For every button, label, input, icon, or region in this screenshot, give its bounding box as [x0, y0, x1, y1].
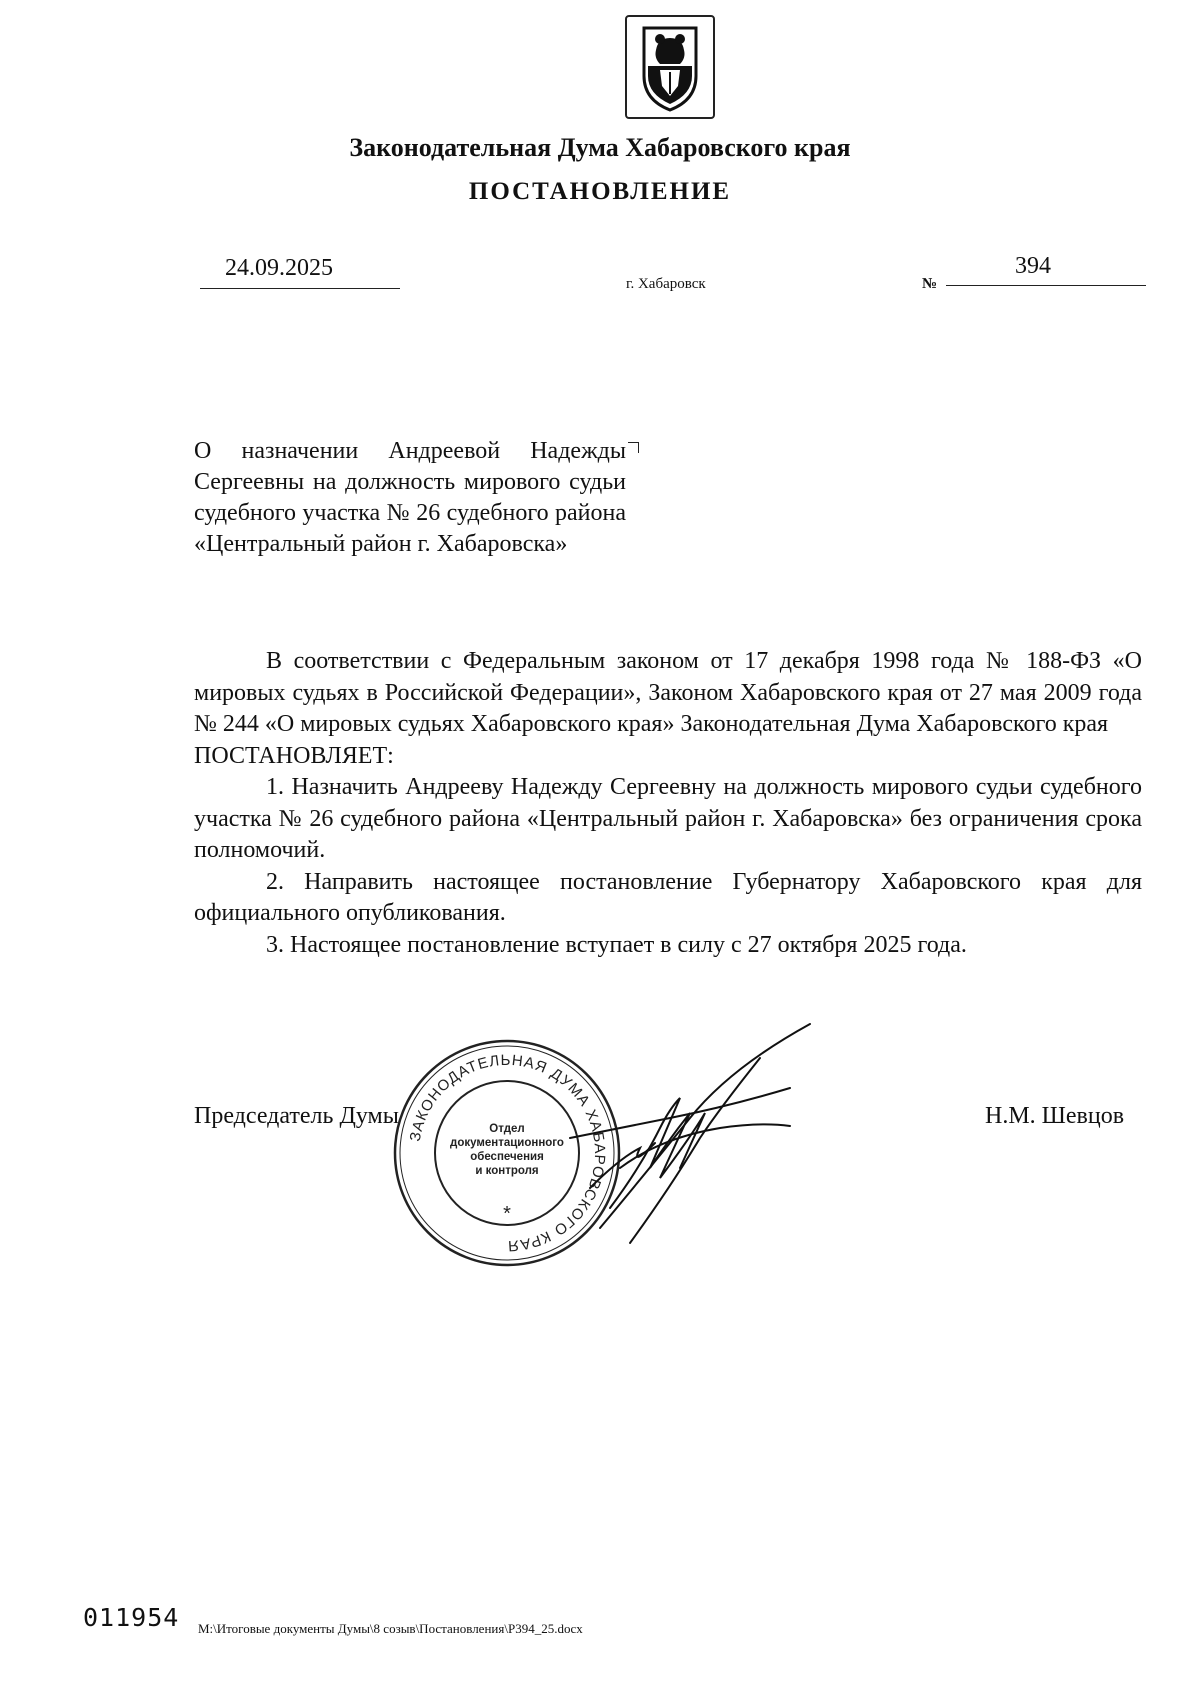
document-date: 24.09.2025 [225, 255, 333, 281]
stamp-center-line-3: обеспечения [470, 1151, 544, 1163]
resolution-item-3: 3. Настоящее постановление вступает в силу с 27 октября 2025 года. [266, 931, 967, 958]
signatory-name: Н.М. Шевцов [985, 1103, 1125, 1129]
document-type: ПОСТАНОВЛЕНИЕ [468, 178, 732, 205]
date-underline [200, 288, 400, 289]
signatory-title: Председатель Думы [194, 1103, 399, 1129]
preamble-paragraph: В соответствии с Федеральным законом от 17 декабря 1998 года № 188-ФЗ «О мировых судьях в Российской Федерации», Законом Хабаровского края от 27 мая 2009 года № 244 «О мировых судьях Хабаровского края» Законодательная Дума Хабаровского края [194, 648, 1142, 737]
document-city: г. Хабаровск [626, 276, 706, 292]
resolution-item-1: 1. Назначить Андрееву Надежду Сергеевну на должность мирового судьи судебного участка № 26 судебного района «Центральный район г. Хабаровска» без ограничения срока полномочий. [194, 774, 1142, 863]
resolves-line: ПОСТАНОВЛЯЕТ: [194, 742, 394, 769]
number-underline [946, 285, 1146, 286]
stamp-center-line-4: и контроля [475, 1165, 539, 1177]
number-label: № [922, 276, 938, 292]
stamp-center-line-1: Отдел [489, 1123, 525, 1135]
organization-name: Законодательная Дума Хабаровского края [349, 133, 851, 162]
file-path: M:\Итоговые документы Думы\8 созыв\Постановления\P394_25.docx [198, 1621, 583, 1636]
document-subject: О назначении Андреевой Надежды Сергеевны на должность мирового судьи судебного участка № 26 судебного района «Центральный район г. Хабаровска» [194, 438, 626, 557]
registration-number: 011954 [83, 1603, 180, 1632]
coat-of-arms-emblem [624, 14, 716, 120]
stamp-ring-text: ЗАКОНОДАТЕЛЬНАЯ ДУМА ХАБАРОВСКОГО КРАЯ [406, 1051, 609, 1255]
handwritten-signature [560, 1018, 850, 1258]
subject-corner-mark [628, 442, 639, 453]
document-body [194, 646, 1142, 961]
stamp-star: * [503, 1203, 511, 1225]
stamp-center-line-2: документационного [450, 1137, 564, 1149]
resolution-item-2: 2. Направить настоящее постановление Губернатору Хабаровского края для официального опубликования. [194, 868, 1142, 926]
document-number: 394 [1015, 253, 1051, 279]
